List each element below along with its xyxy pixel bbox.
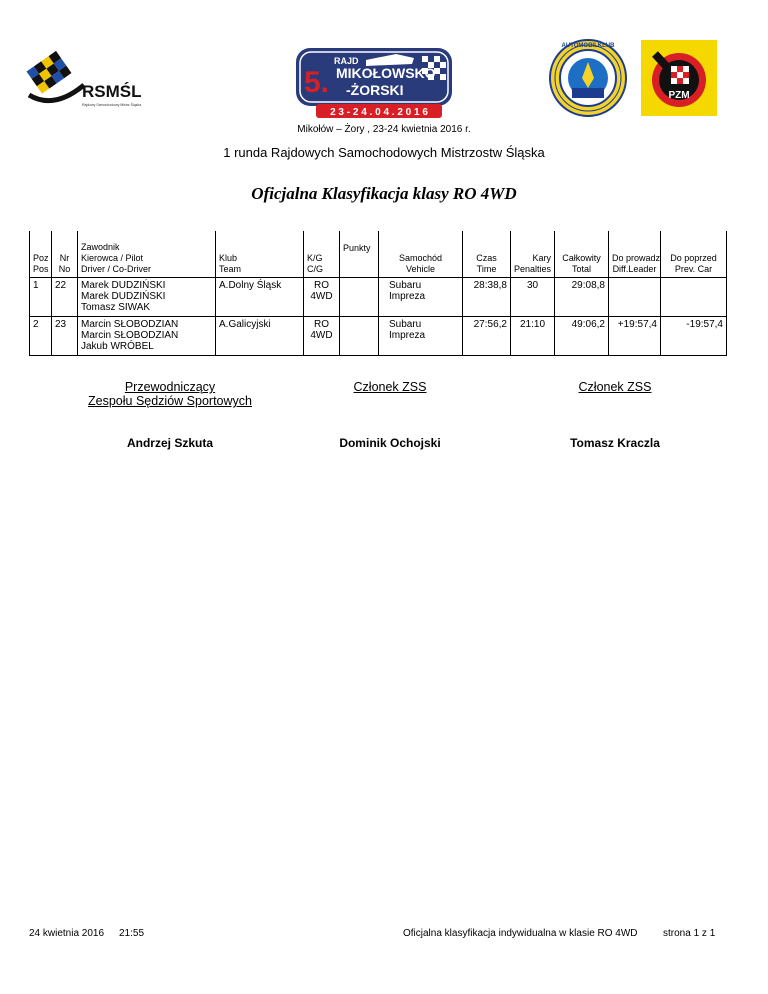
rally-logo-dates: 2 3 - 2 4 . 0 4 . 2 0 1 6	[330, 107, 428, 118]
crew-codriver: Tomasz SIWAK	[81, 302, 151, 313]
vehicle-model: Impreza	[389, 291, 426, 302]
cell-team: A.Galicyjski	[216, 317, 304, 356]
member2-name: Tomasz Kraczla	[570, 436, 660, 450]
vehicle-make: Subaru	[389, 280, 422, 291]
kg-class: RO	[314, 280, 329, 291]
cell-leader: +19:57,4	[609, 317, 661, 356]
header-czas-en: Time	[476, 264, 497, 274]
automobilklub-logo	[548, 38, 628, 118]
cell-leader	[609, 278, 661, 317]
automobilklub-logo-text: AUTOMOBILKLUB	[561, 43, 615, 49]
header-kary	[511, 231, 555, 278]
crew-entrant: Marek DUDZIŃSKI	[81, 280, 166, 291]
footer-description: Oficjalna klasyfikacja indywidualna w klasie RO 4WD	[403, 928, 638, 939]
pzm-logo	[641, 40, 717, 116]
cell-punkty	[340, 317, 379, 356]
table-row	[30, 317, 727, 356]
pzm-logo-text: PZM	[668, 90, 690, 101]
header-prev-pl: Do poprzed	[670, 253, 717, 263]
cell-nr: 23	[52, 317, 78, 356]
crew-driver: Marcin SŁOBODZIAN	[81, 330, 179, 341]
header-kg	[304, 231, 340, 278]
kg-group: 4WD	[310, 291, 333, 302]
header-vehicle-pl: Samochód	[398, 253, 443, 263]
footer-date: 24 kwietnia 2016	[29, 928, 105, 939]
cell-kary: 21:10	[511, 317, 555, 356]
rsmsl-logo-text: RSMŚL	[82, 82, 142, 101]
member2-role: Członek ZSS	[578, 380, 652, 394]
cell-team: A.Dolny Śląsk	[216, 278, 304, 317]
header-vehicle	[379, 231, 463, 278]
rsmsl-logo-subtext: Rajdowy Samochodowy Mistrz Śląska	[82, 103, 142, 107]
header-driver-l2: Kierowca / Pilot	[81, 253, 144, 263]
crew-entrant: Marcin SŁOBODZIAN	[81, 319, 179, 330]
cell-vehicle	[379, 317, 463, 356]
rally-logo-number: 5.	[304, 66, 330, 99]
header-czas	[463, 231, 511, 278]
header-nr-en: No	[58, 264, 71, 274]
header-total-pl: Całkowity	[562, 253, 601, 263]
cell-poz: 2	[30, 317, 52, 356]
cell-czas: 27:56,2	[463, 317, 511, 356]
header-leader-en: Diff.Leader	[612, 264, 657, 274]
cell-crew	[78, 317, 216, 356]
cell-vehicle	[379, 278, 463, 317]
header-nr	[52, 231, 78, 278]
rsmsl-logo	[24, 45, 164, 113]
footer-time: 21:55	[119, 928, 145, 939]
cell-kg	[304, 278, 340, 317]
header-team-pl: Klub	[219, 253, 238, 263]
results-table	[29, 231, 727, 356]
kg-group: 4WD	[310, 330, 333, 341]
cell-nr: 22	[52, 278, 78, 317]
member1-role: Członek ZSS	[353, 380, 427, 394]
crew-codriver: Jakub WRÓBEL	[81, 341, 154, 352]
cell-kary: 30	[511, 278, 555, 317]
rally-logo-line1: MIKOŁOWSKO	[336, 65, 436, 81]
cell-prev	[661, 278, 727, 317]
header-driver	[78, 231, 216, 278]
header-team	[216, 231, 304, 278]
vehicle-model: Impreza	[389, 330, 426, 341]
header-poz-pl: Poz	[33, 253, 49, 263]
signature-member1	[330, 380, 450, 394]
rally-logo	[294, 40, 464, 120]
header-kg-pl: K/G	[307, 253, 323, 263]
cell-czas: 28:38,8	[463, 278, 511, 317]
round-title: 1 runda Rajdowych Samochodowych Mistrzostw Śląska	[223, 145, 545, 160]
header-kg-en: C/G	[307, 264, 324, 274]
signature-chair	[70, 380, 270, 408]
header-driver-l3: Driver / Co-Driver	[81, 264, 152, 274]
header-driver-l1: Zawodnik	[81, 242, 120, 252]
vehicle-make: Subaru	[389, 319, 422, 330]
crew-driver: Marek DUDZIŃSKI	[81, 291, 166, 302]
header-leader	[609, 231, 661, 278]
chair-role-line2: Zespołu Sędziów Sportowych	[88, 394, 252, 408]
signature-member2	[555, 380, 675, 394]
header-prev	[661, 231, 727, 278]
chair-role	[70, 380, 270, 408]
rally-logo-top: RAJD	[334, 56, 359, 66]
header-total-en: Total	[571, 264, 591, 274]
table-header-row	[30, 231, 727, 278]
header-leader-pl: Do prowadz	[612, 253, 661, 263]
cell-kg	[304, 317, 340, 356]
cell-total: 29:08,8	[555, 278, 609, 317]
rally-logo-line2: -ŻORSKI	[346, 82, 404, 98]
header-kary-pl: Kary	[532, 253, 551, 263]
chair-name: Andrzej Szkuta	[126, 436, 213, 450]
header-czas-pl: Czas	[476, 253, 497, 263]
header-poz	[30, 231, 52, 278]
place-date: Mikołów – Żory , 23-24 kwietnia 2016 r.	[297, 124, 471, 135]
member1-name: Dominik Ochojski	[339, 436, 441, 450]
header-poz-en: Pos	[33, 264, 49, 274]
header-vehicle-en: Vehicle	[405, 264, 436, 274]
cell-prev: -19:57,4	[661, 317, 727, 356]
page-title: Oficjalna Klasyfikacja klasy RO 4WD	[251, 184, 517, 203]
header-nr-pl: Nr	[59, 253, 70, 263]
chair-role-line1: Przewodniczący	[124, 380, 216, 394]
table-row	[30, 278, 727, 317]
header-prev-en: Prev. Car	[674, 264, 713, 274]
header-total	[555, 231, 609, 278]
cell-poz: 1	[30, 278, 52, 317]
cell-punkty	[340, 278, 379, 317]
header-kary-en: Penalties	[514, 264, 552, 274]
header-team-en: Team	[219, 264, 242, 274]
header-punkty-label: Punkty	[343, 243, 371, 253]
kg-class: RO	[314, 319, 329, 330]
cell-crew	[78, 278, 216, 317]
footer-page-number: strona 1 z 1	[663, 928, 716, 939]
header-punkty	[340, 231, 379, 278]
cell-total: 49:06,2	[555, 317, 609, 356]
